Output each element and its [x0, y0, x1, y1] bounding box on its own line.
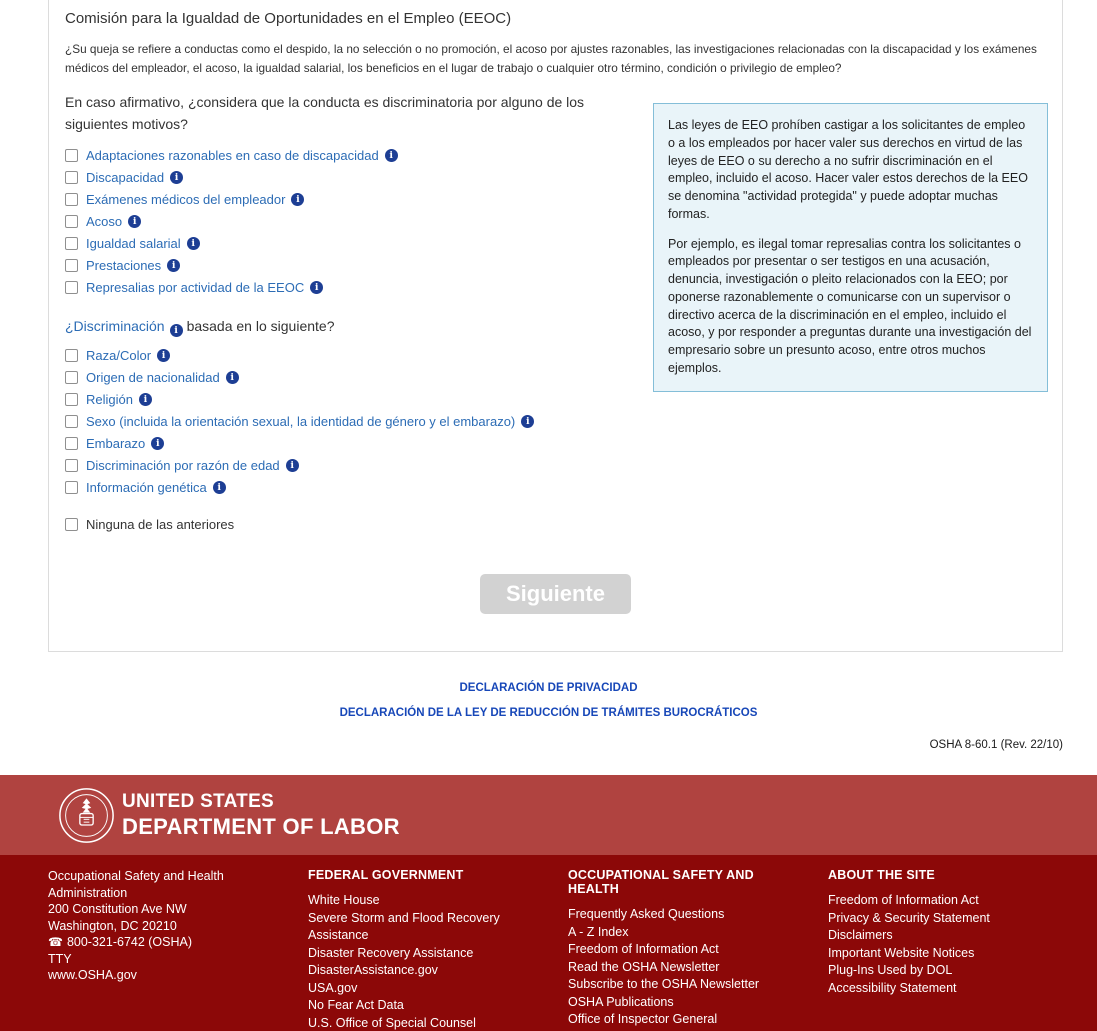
- footer-street: 200 Constitution Ave NW: [48, 902, 187, 917]
- info-box-paragraph-2: Por ejemplo, es ilegal tomar represalias contra los solicitantes o empleados por presentar o ser testigos en una acusación, denuncia, investigación o pleito relacionados con la EEO; por oponerse razonablemente o comunicarse con un supervisor o directivo acerca de la discriminación en el empleo, incluido el acoso, y por responder a preguntas durante una investigación del empresario sobre un presunto acoso, entre otros muchos ejemplos.: [668, 236, 1032, 375]
- footer-link-inspector-general[interactable]: Office of Inspector General: [568, 1012, 718, 1027]
- form-number: OSHA 8-60.1 (Rev. 22/10): [929, 739, 1063, 752]
- footer-link-usa-gov[interactable]: USA.gov: [308, 980, 358, 995]
- checkbox[interactable]: [65, 393, 78, 406]
- footer-link-faq[interactable]: Frequently Asked Questions: [568, 907, 725, 922]
- privacy-statement-link[interactable]: DECLARACIÓN DE PRIVACIDAD: [459, 682, 638, 695]
- question-conduct: En caso afirmativo, ¿considera que la conducta es discriminatoria por alguno de los siguientes motivos?: [65, 93, 585, 132]
- checkbox[interactable]: [65, 237, 78, 250]
- info-icon[interactable]: [157, 349, 170, 362]
- option-ninguna[interactable]: Ninguna de las anteriores: [65, 518, 1046, 531]
- checkbox[interactable]: [65, 459, 78, 472]
- info-icon[interactable]: [213, 481, 226, 494]
- dol-header-band: [0, 775, 1097, 855]
- question-discrimination: ¿Discriminación i basada en lo siguiente?: [65, 318, 1046, 337]
- intro-paragraph: ¿Su queja se refiere a conductas como el despido, la no selección o no promoción, el acoso por ajustes razonables, las investigaciones relacionadas con la discapacidad y los exámenes médicos del empleador, el acoso, la igualdad salarial, los beneficios en el lugar de trabajo o cualquier otro término, condición o privilegio de empleo?: [65, 42, 1037, 76]
- paperwork-reduction-link[interactable]: DECLARACIÓN DE LA LEY DE REDUCCIÓN DE TRÁMITES BUROCRÁTICOS: [339, 707, 758, 720]
- option-acoso[interactable]: Acoso i: [65, 215, 1046, 228]
- footer-link-white-house[interactable]: White House: [308, 893, 380, 908]
- footer-link-plugins[interactable]: Plug-Ins Used by DOL: [828, 963, 953, 978]
- checkbox[interactable]: [65, 349, 78, 362]
- footer-address-column: [48, 868, 308, 1031]
- footer-link-foia-about[interactable]: Freedom of Information Act: [828, 893, 979, 908]
- footer-city: Washington, DC 20210: [48, 918, 177, 933]
- footer-link-read-newsletter[interactable]: Read the OSHA Newsletter: [568, 959, 720, 974]
- checkbox[interactable]: [65, 437, 78, 450]
- checkbox[interactable]: [65, 481, 78, 494]
- checkbox[interactable]: [65, 371, 78, 384]
- footer-about-title: ABOUT THE SITE: [828, 868, 935, 883]
- info-icon[interactable]: [521, 415, 534, 428]
- footer-org-name: Occupational Safety and Health Administration: [48, 869, 224, 900]
- checkbox[interactable]: [65, 259, 78, 272]
- option-informacion-genetica[interactable]: Información genética i: [65, 481, 1046, 494]
- option-edad[interactable]: Discriminación por razón de edad i: [65, 459, 1046, 472]
- footer-link-az-index[interactable]: A - Z Index: [568, 924, 629, 939]
- footer-osh-column: [568, 868, 828, 1031]
- footer-link-foia-osh[interactable]: Freedom of Information Act: [568, 942, 719, 957]
- info-icon[interactable]: [128, 215, 141, 228]
- agency-name: UNITED STATES DEPARTMENT OF LABOR: [122, 790, 400, 839]
- info-icon[interactable]: [151, 437, 164, 450]
- eeo-retaliation-info-box: [653, 103, 1048, 392]
- footer-link-disclaimers[interactable]: Disclaimers: [828, 928, 893, 943]
- footer-link-no-fear-act[interactable]: No Fear Act Data: [308, 998, 404, 1013]
- page-title: Comisión para la Igualdad de Oportunidades en el Empleo (EEOC): [65, 10, 512, 27]
- footer-link-accessibility[interactable]: Accessibility Statement: [828, 980, 957, 995]
- footer-link-subscribe-newsletter[interactable]: Subscribe to the OSHA Newsletter: [568, 977, 760, 992]
- info-icon[interactable]: [385, 149, 398, 162]
- info-icon[interactable]: [187, 237, 200, 250]
- next-button[interactable]: Siguiente: [480, 574, 631, 614]
- info-icon[interactable]: [170, 324, 183, 337]
- option-examenes-medicos[interactable]: Exámenes médicos del empleador i: [65, 193, 1046, 206]
- option-represalias-eeoc[interactable]: Represalias por actividad de la EEOC i: [65, 281, 1046, 294]
- option-origen-nacionalidad[interactable]: Origen de nacionalidad i: [65, 371, 1046, 384]
- footer-link-publications[interactable]: OSHA Publications: [568, 994, 674, 1009]
- option-religion[interactable]: Religión i: [65, 393, 1046, 406]
- option-discapacidad[interactable]: Discapacidad i: [65, 171, 1046, 184]
- option-embarazo[interactable]: Embarazo i: [65, 437, 1046, 450]
- info-icon[interactable]: [286, 459, 299, 472]
- footer-link-disasterassistance[interactable]: DisasterAssistance.gov: [308, 963, 438, 978]
- eeoc-form-panel: [48, 0, 1063, 652]
- option-adaptaciones-razonables[interactable]: Adaptaciones razonables en caso de discapacidad i: [65, 149, 1046, 162]
- option-prestaciones[interactable]: Prestaciones i: [65, 259, 1046, 272]
- info-icon[interactable]: [310, 281, 323, 294]
- footer-link-disaster-recovery[interactable]: Disaster Recovery Assistance: [308, 945, 474, 960]
- checkbox[interactable]: [65, 281, 78, 294]
- info-icon[interactable]: [226, 371, 239, 384]
- footer-osh-title: OCCUPATIONAL SAFETY AND HEALTH: [568, 868, 754, 897]
- footer-federal-title: FEDERAL GOVERNMENT: [308, 868, 464, 883]
- option-igualdad-salarial[interactable]: Igualdad salarial i: [65, 237, 1046, 250]
- checkbox[interactable]: [65, 171, 78, 184]
- dol-footer: [0, 855, 1097, 1031]
- dol-seal-logo: [58, 787, 115, 844]
- checkbox[interactable]: [65, 518, 78, 531]
- checkbox[interactable]: [65, 415, 78, 428]
- footer-federal-column: [308, 868, 568, 1031]
- button-row: [65, 574, 1046, 614]
- info-icon[interactable]: [139, 393, 152, 406]
- footer-link-privacy-security[interactable]: Privacy & Security Statement: [828, 910, 990, 925]
- footer-osha-site-link[interactable]: www.OSHA.gov: [48, 968, 137, 983]
- footer-link-severe-storm[interactable]: Severe Storm and Flood Recovery Assistance: [308, 910, 500, 943]
- footer-about-column: [828, 868, 1083, 1031]
- checkbox[interactable]: [65, 215, 78, 228]
- option-raza-color[interactable]: Raza/Color i: [65, 349, 1046, 362]
- info-icon[interactable]: [291, 193, 304, 206]
- footer-phone[interactable]: ☎ 800-321-6742 (OSHA): [48, 935, 193, 950]
- checkbox[interactable]: [65, 149, 78, 162]
- checkbox[interactable]: [65, 193, 78, 206]
- option-sexo[interactable]: Sexo (incluida la orientación sexual, la identidad de género y el embarazo) i: [65, 415, 1046, 428]
- footer-tty-link[interactable]: TTY: [48, 951, 72, 966]
- info-icon[interactable]: [167, 259, 180, 272]
- info-box-paragraph-1: Las leyes de EEO prohíben castigar a los solicitantes de empleo o a los empleados por hacer valer sus derechos en virtud de las leyes de EEO o su derecho a no sufrir discriminación en el empleo, incluido el acoso. Hacer valer estos derechos de la EEO se denomina "actividad protegida" y puede adoptar muchas formas.: [668, 118, 1028, 221]
- footer-link-website-notices[interactable]: Important Website Notices: [828, 945, 975, 960]
- info-icon[interactable]: [170, 171, 183, 184]
- footer-link-special-counsel[interactable]: U.S. Office of Special Counsel: [308, 1015, 476, 1030]
- phone-icon: ☎: [48, 935, 63, 950]
